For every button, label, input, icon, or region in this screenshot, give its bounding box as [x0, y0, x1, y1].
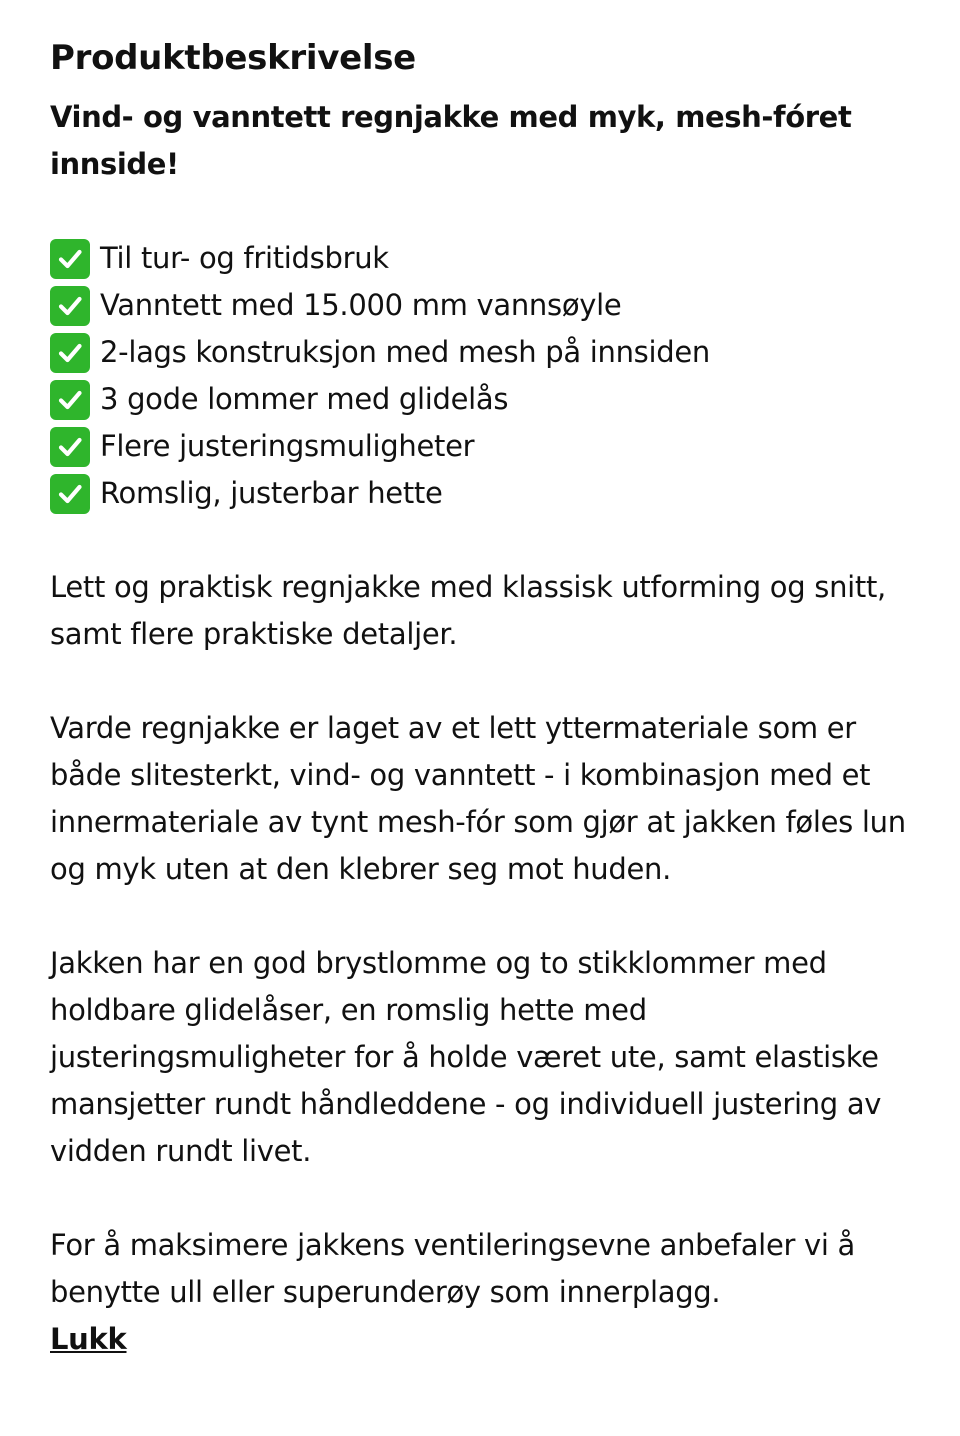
feature-label: Vanntett med 15.000 mm vannsøyle: [100, 288, 622, 322]
list-item: [50, 329, 910, 376]
feature-list: [50, 235, 910, 517]
product-subtitle: Vind- og vanntett regnjakke med myk, mesh-fóret innside!: [50, 100, 852, 181]
description-paragraph-features: Jakken har en god brystlomme og to stikklommer med holdbare glidelåser, en romslig hette med justeringsmuligheter for å holde været ute, samt elastiske mansjetter rundt håndleddene - og individuell justering av vidden rundt livet.: [50, 946, 882, 1168]
list-item: [50, 282, 910, 329]
list-item: [50, 423, 910, 470]
description-paragraph-ventilation: For å maksimere jakkens ventileringsevne anbefaler vi å benytte ull eller superunderøy som innerplagg.: [50, 1228, 856, 1309]
feature-label: 3 gode lommer med glidelås: [100, 382, 509, 416]
list-item: [50, 376, 910, 423]
check-mark-icon: [50, 427, 90, 467]
description-paragraph-intro: Lett og praktisk regnjakke med klassisk utforming og snitt, samt flere praktiske detaljer.: [50, 570, 886, 651]
check-mark-icon: [50, 286, 90, 326]
list-item: [50, 235, 910, 282]
list-item: [50, 470, 910, 517]
check-mark-icon: [50, 333, 90, 373]
check-mark-icon: [50, 380, 90, 420]
feature-label: Flere justeringsmuligheter: [100, 429, 475, 463]
check-mark-icon: [50, 474, 90, 514]
description-paragraph-materials: Varde regnjakke er laget av et lett yttermateriale som er både slitesterkt, vind- og vanntett - i kombinasjon med et innermateriale av tynt mesh-fór som gjør at jakken føles lun og myk uten at den klebrer seg mot huden.: [50, 711, 906, 886]
feature-label: Romslig, justerbar hette: [100, 476, 443, 510]
check-mark-icon: [50, 239, 90, 279]
feature-label: 2-lags konstruksjon med mesh på innsiden: [100, 335, 710, 369]
page-title: Produktbeskrivelse: [50, 38, 416, 78]
close-link[interactable]: Lukk: [50, 1322, 127, 1356]
feature-label: Til tur- og fritidsbruk: [100, 241, 389, 275]
